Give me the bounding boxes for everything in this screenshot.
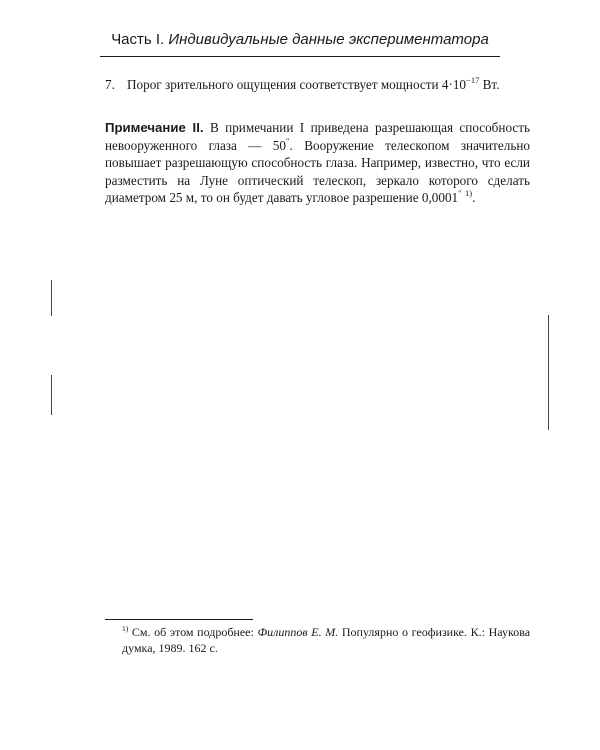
item-7-text: Порог зрительного ощущения соответствует мощности 4·10: [127, 77, 467, 92]
scan-margin-line: [51, 375, 52, 415]
footnote-author: Филиппов Е. М.: [257, 625, 339, 639]
footnote-text: Популярно о геофизике. К.: Наукова думка, 1989. 162 с.: [122, 625, 531, 655]
item-7-exponent: −17: [466, 75, 480, 85]
running-header: [100, 24, 500, 57]
footnote-ref: 1): [465, 188, 473, 198]
scan-margin-line: [548, 315, 549, 430]
footnote-prefix: См. об этом подробнее:: [131, 625, 254, 639]
header-title: Индивидуальные данные экспериментатора: [168, 31, 489, 48]
scan-margin-line: [51, 280, 52, 316]
footnote: [105, 624, 530, 656]
note-end: .: [472, 190, 476, 205]
item-7-unit: Вт.: [482, 77, 500, 92]
item-number: 7.: [105, 77, 115, 92]
note-text-part1: В примечании I приведена разрешающая способность невооруженного глаза — 50: [105, 120, 531, 153]
note-lead: Примечание II.: [105, 120, 204, 135]
note-paragraph: [105, 119, 530, 207]
list-item-7: [105, 76, 530, 94]
footnote-number: 1): [122, 624, 129, 633]
header-part: Часть I.: [111, 31, 165, 48]
note-text-part2: . Вооружение телескопом значительно повышает разрешающую способность глаза. Например, известно, что если разместить на Луне оптический телескоп, зеркало которого сделать диаметром 25 м, то он будет давать угловое разрешение 0,0001: [105, 137, 530, 205]
footnote-rule: [105, 619, 253, 620]
arcsec-mark: ″: [285, 135, 290, 146]
arcsec-mark: ″: [458, 188, 462, 198]
